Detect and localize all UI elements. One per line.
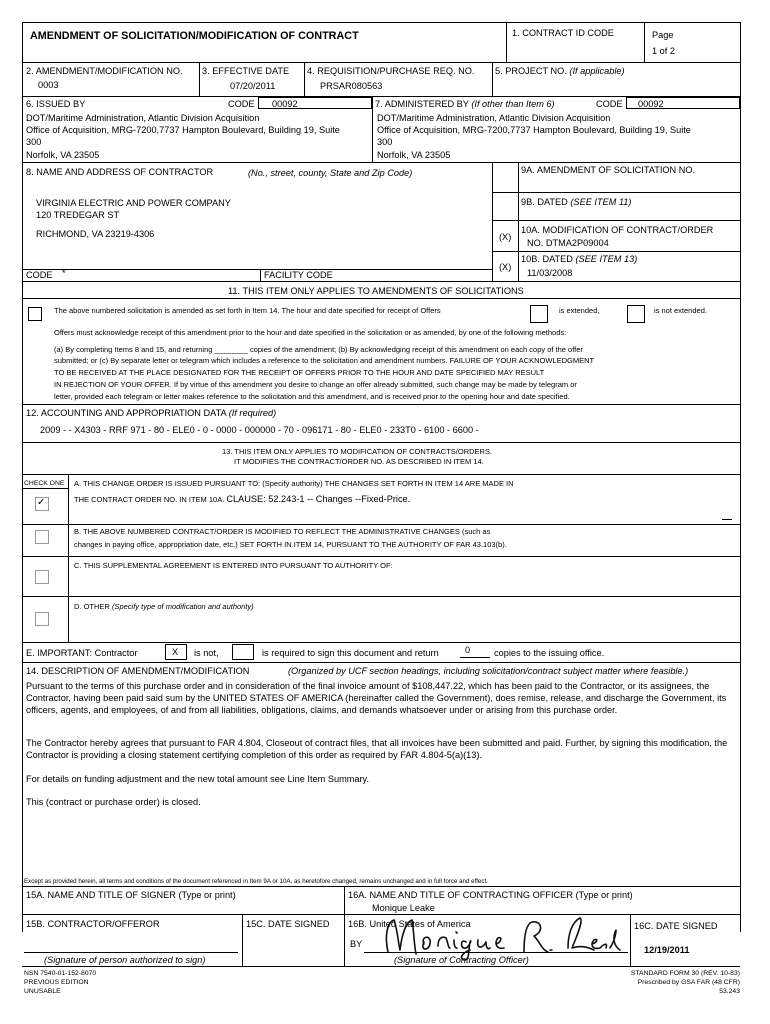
item-9a-label: 9A. AMENDMENT OF SOLICITATION NO. xyxy=(521,165,696,175)
contractor-line2: 120 TREDEGAR ST xyxy=(36,210,120,220)
contractor-label: 8. NAME AND ADDRESS OF CONTRACTOR xyxy=(26,167,214,177)
item-13d-label: D. OTHER (Specify type of modification and authority) xyxy=(74,602,254,611)
amendment-no-value: 0003 xyxy=(38,80,59,90)
signature-person-caption: (Signature of person authorized to sign) xyxy=(44,955,206,965)
item-11-title: 11. THIS ITEM ONLY APPLIES TO AMENDMENTS OF SOLICITATIONS xyxy=(228,286,524,296)
is-required-label: is required to sign this document and return xyxy=(262,648,439,658)
check-icon: ✓ xyxy=(37,497,46,508)
administered-line3: 300 xyxy=(377,137,393,147)
contracting-officer-signature xyxy=(354,912,624,962)
extended-label: is extended, xyxy=(559,306,600,315)
issued-by-label: 6. ISSUED BY xyxy=(26,99,86,109)
contractor-code-value: * xyxy=(62,268,66,278)
facility-code-label: FACILITY CODE xyxy=(264,270,333,280)
left-border xyxy=(22,22,23,932)
is-not-mark: X xyxy=(172,647,179,657)
item-16a-label: 16A. NAME AND TITLE OF CONTRACTING OFFICER (Type or print) xyxy=(348,890,633,900)
item-13d-checkbox[interactable] xyxy=(35,612,49,626)
item-13c-line1: C. THIS SUPPLEMENTAL AGREEMENT IS ENTERED INTO PURSUANT TO AUTHORITY OF: xyxy=(74,561,393,570)
item-11-line5: TO BE RECEIVED AT THE PLACE DESIGNATED FOR THE RECEIPT OF OFFERS PRIOR TO THE HOUR AND DATE SPECIFIED MAY RESULT xyxy=(54,368,545,377)
item-10b-mark: (X) xyxy=(499,262,512,272)
administered-line2: Office of Acquisition, MRG-7200,7737 Hampton Boulevard, Building 19, Suite xyxy=(377,125,691,135)
item-14-label: 14. DESCRIPTION OF AMENDMENT/MODIFICATION xyxy=(26,666,250,676)
item-16c-value: 12/19/2011 xyxy=(644,945,690,955)
item-14-paragraph-4: This (contract or purchase order) is closed. xyxy=(26,797,201,807)
item-16c-label: 16C. DATE SIGNED xyxy=(634,921,718,931)
item-13b-checkbox[interactable] xyxy=(35,530,49,544)
by-label: BY xyxy=(350,939,363,949)
signature-officer-caption: (Signature of Contracting Officer) xyxy=(394,955,529,965)
effective-date-value: 07/20/2011 xyxy=(230,81,276,91)
item-13b-line1: B. THE ABOVE NUMBERED CONTRACT/ORDER IS MODIFIED TO REFLECT THE ADMINISTRATIVE CHANGES (such as xyxy=(74,527,491,536)
not-extended-checkbox[interactable] xyxy=(627,305,645,323)
extended-checkbox[interactable] xyxy=(530,305,548,323)
form-title: AMENDMENT OF SOLICITATION/MODIFICATION OF CONTRACT xyxy=(30,30,359,42)
unusable-note: UNUSABLE xyxy=(24,988,61,995)
item-12-value: 2009 - - X4303 - RRF 971 - 80 - ELE0 - 0 - 0000 - 000000 - 70 - 096171 - 80 - ELE0 - 233T0 - 6100 - 6600 - xyxy=(40,425,479,435)
contractor-code-label: CODE xyxy=(26,270,53,280)
contract-id-label: 1. CONTRACT ID CODE xyxy=(512,28,614,38)
issued-code-value: 00092 xyxy=(272,99,298,109)
item-10a-mark: (X) xyxy=(499,232,512,242)
item-14-paragraph-2: The Contractor hereby agrees that pursuant to FAR 4.804, Closeout of contract files, that all invoices have been submitted and paid. Further, by signing this modification, the Contractor is providing a closing statement certifying completion of this order as required by FAR 4.804-5(a)(13). xyxy=(26,738,728,760)
issued-code-label: CODE xyxy=(228,99,255,109)
item-14-paragraph-1: Pursuant to the terms of this purchase order and in consideration of the final invoice amount of $108,447.22, which has been paid to the Contractor, or its assignees, the Contractor, having been paid said sum by the UNITED STATES OF AMERICA (hereinafter called the Government), does remise, release, and discharge the Government, its officers, agents, and employees, of and from all liabilities, obligations, claims, and demands whatsoever under or arising from this purchase order. xyxy=(26,681,727,715)
contractor-note: (No., street, county, State and Zip Code) xyxy=(248,168,413,178)
project-no-label: 5. PROJECT NO. (If applicable) xyxy=(495,66,625,76)
requisition-label: 4. REQUISITION/PURCHASE REQ. NO. xyxy=(307,66,475,76)
item-11-line2: Offers must acknowledge receipt of this amendment prior to the hour and date specified in the solicitation or as amended, by one of the following methods: xyxy=(54,328,567,337)
item-10a-label: 10A. MODIFICATION OF CONTRACT/ORDER xyxy=(521,225,714,235)
item-13a-line2: THE CONTRACT ORDER NO. IN ITEM 10A. CLAUSE: 52.243-1 -- Changes --Fixed-Price. xyxy=(74,494,411,504)
important-label: E. IMPORTANT: Contractor xyxy=(26,648,138,658)
previous-edition: PREVIOUS EDITION xyxy=(24,979,89,986)
item-13-title-2: IT MODIFIES THE CONTRACT/ORDER NO. AS DESCRIBED IN ITEM 14. xyxy=(234,457,484,466)
item-11-line1: The above numbered solicitation is amended as set forth in Item 14. The hour and date specified for receipt of Offers xyxy=(54,306,441,315)
not-extended-label: is not extended. xyxy=(654,306,707,315)
item-11-checkbox[interactable] xyxy=(28,307,42,321)
item-13b-line2: changes in paying office, appropriation date, etc.) SET FORTH IN ITEM 14, PURSUANT TO THE AUTHORITY OF FAR 43.103(b). xyxy=(74,540,507,549)
check-one-label: CHECK ONE xyxy=(24,480,65,487)
item-14-note: (Organized by UCF section headings, including solicitation/contract subject matter where feasible.) xyxy=(288,666,689,676)
contractor-line3: RICHMOND, VA 23219-4306 xyxy=(36,229,155,239)
sf30-form xyxy=(22,22,740,1002)
except-statement: Except as provided herein, all terms and conditions of the document referenced in Item 9A or 10A, as heretofore changed, remains unchanged and in full force and effect. xyxy=(24,878,488,885)
administered-line4: Norfolk, VA 23505 xyxy=(377,150,451,160)
issued-line3: 300 xyxy=(26,137,42,147)
item-16a-value: Monique Leake xyxy=(372,903,435,913)
item-10a-value: NO. DTMA2P09004 xyxy=(527,238,609,248)
issued-line2: Office of Acquisition, MRG-7200,7737 Hampton Boulevard, Building 19, Suite xyxy=(26,125,340,135)
is-not-label: is not, xyxy=(194,648,219,658)
top-border xyxy=(22,22,740,23)
item-15b-label: 15B. CONTRACTOR/OFFEROR xyxy=(26,919,160,929)
item-14-paragraph-3: For details on funding adjustment and the new total amount see Line Item Summary. xyxy=(26,774,370,784)
item-11-line4: submitted; or (c) By separate letter or telegram which includes a reference to the solicitation and amendment numbers. FAILURE OF YOUR ACKNOWLEDGMENT xyxy=(54,356,595,365)
issued-line4: Norfolk, VA 23505 xyxy=(26,150,100,160)
item-12-label: 12. ACCOUNTING AND APPROPRIATION DATA (If required) xyxy=(26,408,277,418)
item-15c-label: 15C. DATE SIGNED xyxy=(246,919,330,929)
item-13c-checkbox[interactable] xyxy=(35,570,49,584)
nsn-number: NSN 7540-01-152-8070 xyxy=(24,970,97,977)
contractor-line1: VIRGINIA ELECTRIC AND POWER COMPANY xyxy=(36,198,231,208)
copies-suffix: copies to the issuing office. xyxy=(494,648,605,658)
item-11-line7: letter, provided each telegram or letter makes reference to the solicitation and this amendment, and is received prior to the opening hour and date specified. xyxy=(54,392,570,401)
administered-code-label: CODE xyxy=(596,99,623,109)
right-border xyxy=(740,22,741,932)
administered-label: 7. ADMINISTERED BY (If other than Item 6) xyxy=(375,99,555,109)
item-11-line6: IN REJECTION OF YOUR OFFER. If by virtue of this amendment you desire to change an offer already submitted, such change may be made by telegram or xyxy=(54,380,577,389)
page-label: Page xyxy=(652,30,674,40)
copies-value: 0 xyxy=(465,645,471,655)
administered-line1: DOT/Maritime Administration, Atlantic Division Acquisition xyxy=(377,113,611,123)
is-required-box[interactable] xyxy=(232,644,254,660)
item-10b-value: 11/03/2008 xyxy=(527,268,573,278)
amendment-no-label: 2. AMENDMENT/MODIFICATION NO. xyxy=(26,66,183,76)
item-13-title-1: 13. THIS ITEM ONLY APPLIES TO MODIFICATION OF CONTRACTS/ORDERS. xyxy=(222,447,493,456)
far-reference: 53.243 xyxy=(719,988,740,995)
standard-form-number: STANDARD FORM 30 (REV. 10-83) xyxy=(630,970,740,977)
issued-line1: DOT/Maritime Administration, Atlantic Division Acquisition xyxy=(26,113,260,123)
item-11-line3: (a) By completing Items 8 and 15, and returning ________ copies of the amendment; (b) By acknowledging receipt of this amendment on each copy of the offer xyxy=(54,345,583,354)
effective-date-label: 3. EFFECTIVE DATE xyxy=(202,66,290,76)
item-13a-line1: A. THIS CHANGE ORDER IS ISSUED PURSUANT TO: (Specify authority) THE CHANGES SET FORTH IN ITEM 14 ARE MADE IN xyxy=(74,479,514,488)
requisition-value: PRSAR080563 xyxy=(320,81,383,91)
item-10b-label: 10B. DATED (SEE ITEM 13) xyxy=(521,254,638,264)
item-16b-label: 16B. United States of America xyxy=(348,919,471,929)
item-9b-label: 9B. DATED (SEE ITEM 11) xyxy=(521,197,632,207)
gsa-prescribed: Prescribed by GSA FAR (48 CFR) xyxy=(637,979,740,986)
item-15a-label: 15A. NAME AND TITLE OF SIGNER (Type or print) xyxy=(26,890,236,900)
page-of: 1 of 2 xyxy=(652,46,675,56)
administered-code-value: 00092 xyxy=(638,99,664,109)
